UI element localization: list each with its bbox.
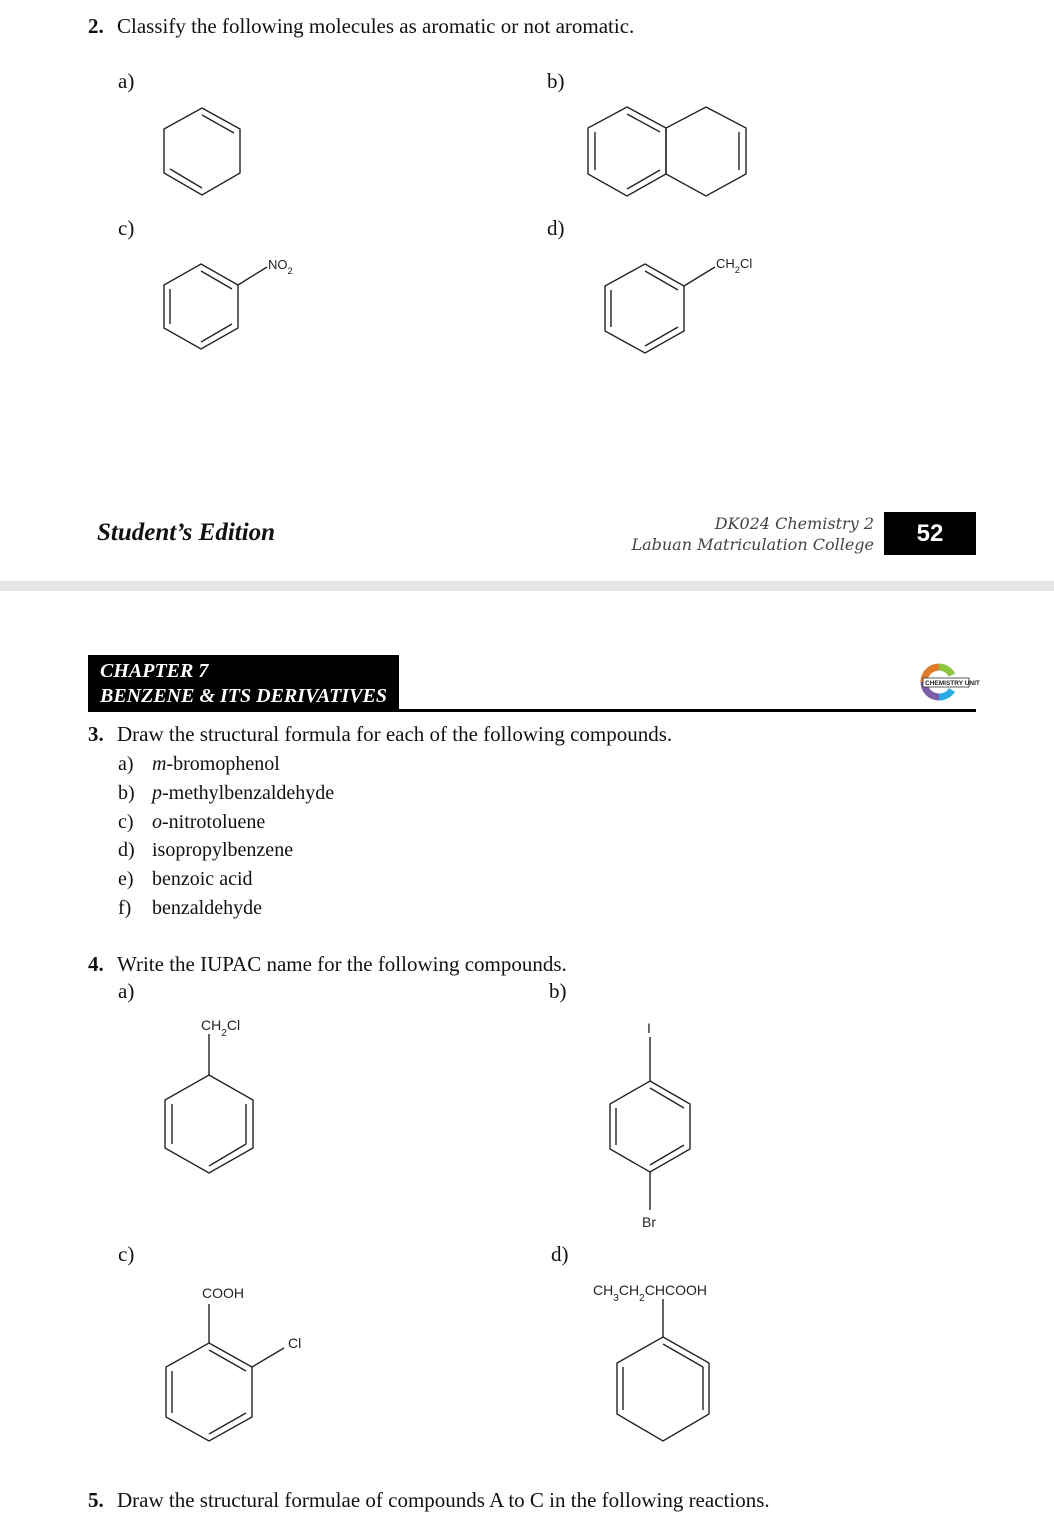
item-key: a) xyxy=(118,753,134,775)
header-rule xyxy=(88,709,976,712)
item-key: c) xyxy=(118,810,134,833)
item-name: benzoic acid xyxy=(152,868,253,891)
q2-label-b: b) xyxy=(547,69,565,93)
chemistry-unit-logo xyxy=(904,658,980,706)
q3-number: 3. xyxy=(88,722,104,746)
chapter-title: BENZENE & ITS DERIVATIVES xyxy=(100,685,387,707)
page-divider xyxy=(0,581,1054,591)
list-item xyxy=(118,894,334,923)
q4-text: Write the IUPAC name for the following compounds. xyxy=(117,952,567,976)
q2-label-c: c) xyxy=(118,216,135,240)
q4c-cooh-label: COOH xyxy=(202,1285,244,1301)
q2c-nitrobenzene-structure xyxy=(150,250,310,360)
q3-text: Draw the structural formula for each of the following compounds. xyxy=(117,722,673,746)
q2a-cyclohexadiene-structure xyxy=(150,95,260,210)
item-name: -bromophenol xyxy=(166,753,280,775)
college-name: Labuan Matriculation College xyxy=(631,535,874,554)
q2d-substituent-label: $CH_2Cl$ xyxy=(716,256,753,275)
item-prefix: p xyxy=(152,781,162,804)
item-key: d) xyxy=(118,839,135,862)
q5-text: Draw the structural formulae of compounds A to C in the following reactions. xyxy=(117,1488,770,1512)
q4a-substituent-label: $CH_2Cl$ xyxy=(201,1017,241,1039)
q3-prompt xyxy=(88,722,672,747)
q2-label-a: a) xyxy=(118,69,135,93)
student-edition-label: Student’s Edition xyxy=(97,519,276,546)
item-name: -methylbenzaldehyde xyxy=(162,781,335,804)
q4c-chloro-label: Cl xyxy=(288,1335,302,1351)
q4-label-c: c) xyxy=(118,1242,135,1266)
q2b-dihydronaphthalene-structure xyxy=(578,95,758,205)
logo-text: CHEMISTRY UNIT xyxy=(925,680,980,687)
item-name: benzaldehyde xyxy=(152,896,262,919)
q4d-phenylbutanoic-acid-structure xyxy=(585,1275,755,1450)
list-item xyxy=(118,836,334,865)
q4c-chlorobenzoic-acid-structure xyxy=(150,1278,320,1453)
q2-label-d: d) xyxy=(547,216,565,240)
list-item xyxy=(118,808,334,837)
q4a-benzyl-chloride-structure xyxy=(150,1010,270,1180)
list-item xyxy=(118,779,334,808)
item-key: f) xyxy=(118,896,132,919)
q2-number: 2. xyxy=(88,14,104,38)
q2d-benzyl-chloride-structure xyxy=(590,250,770,365)
chapter-number: CHAPTER 7 xyxy=(100,660,209,682)
course-info xyxy=(554,513,874,555)
item-key: b) xyxy=(118,781,135,804)
page-number: 52 xyxy=(884,512,976,555)
q4-label-d: d) xyxy=(551,1242,569,1266)
item-key: e) xyxy=(118,868,134,891)
item-name: -nitrotoluene xyxy=(162,810,266,833)
q4b-bromoiodobenzene-structure xyxy=(590,1015,710,1235)
list-item xyxy=(118,750,334,779)
item-prefix: o xyxy=(152,810,162,833)
q4b-iodo-label: I xyxy=(647,1020,651,1036)
q2-text: Classify the following molecules as aromatic or not aromatic. xyxy=(117,14,635,38)
list-item xyxy=(118,865,334,894)
q4-label-a: a) xyxy=(118,979,135,1003)
q4-prompt xyxy=(88,952,567,977)
q2c-substituent-label: $NO_2$ xyxy=(268,257,293,276)
q3-compound-list xyxy=(118,750,334,923)
q4-number: 4. xyxy=(88,952,104,976)
chapter-header xyxy=(88,655,399,710)
q4d-substituent-label: $CH_3CH_2CHCOOH$ xyxy=(593,1282,707,1304)
q4-label-b: b) xyxy=(549,979,567,1003)
q5-number: 5. xyxy=(88,1488,104,1512)
course-code: DK024 Chemistry 2 xyxy=(714,514,874,533)
item-name: isopropylbenzene xyxy=(152,839,294,862)
q2-prompt xyxy=(88,14,634,39)
q5-prompt xyxy=(88,1488,770,1513)
q4b-bromo-label: Br xyxy=(642,1214,656,1230)
item-prefix: m xyxy=(152,753,167,775)
